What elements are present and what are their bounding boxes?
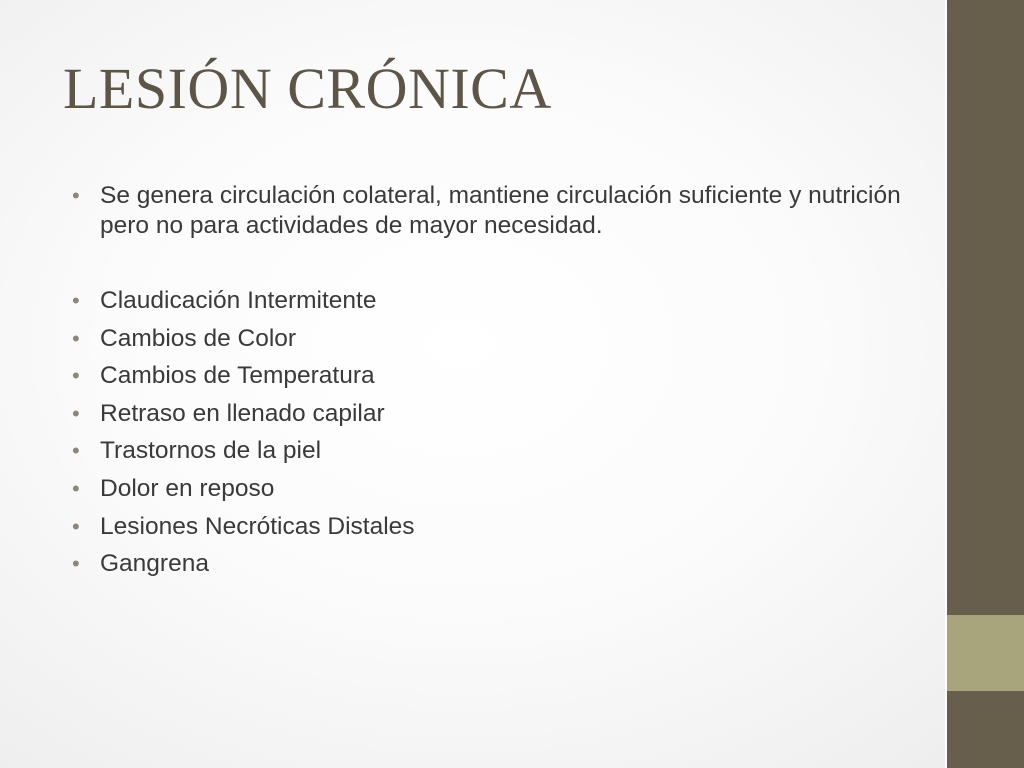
bullet-list [72, 181, 922, 587]
bullet-item: • Gangrena [72, 549, 922, 579]
bullet-item: • Cambios de Color [72, 324, 922, 354]
bullet-item: • Claudicación Intermitente [72, 286, 922, 316]
bullet-item: • Dolor en reposo [72, 474, 922, 504]
bullet-item: • Retraso en llenado capilar [72, 399, 922, 429]
side-decor-accent [947, 615, 1024, 691]
bullet-item: • Trastornos de la piel [72, 436, 922, 466]
slide-title: LESIÓN CRÓNICA [63, 56, 552, 121]
bullet-item: • Cambios de Temperatura [72, 361, 922, 391]
bullet-item: • Lesiones Necróticas Distales [72, 512, 922, 542]
bullet-item: • Se genera circulación colateral, mantiene circulación suficiente y nutrición pero no para actividades de mayor necesidad. [72, 181, 922, 241]
